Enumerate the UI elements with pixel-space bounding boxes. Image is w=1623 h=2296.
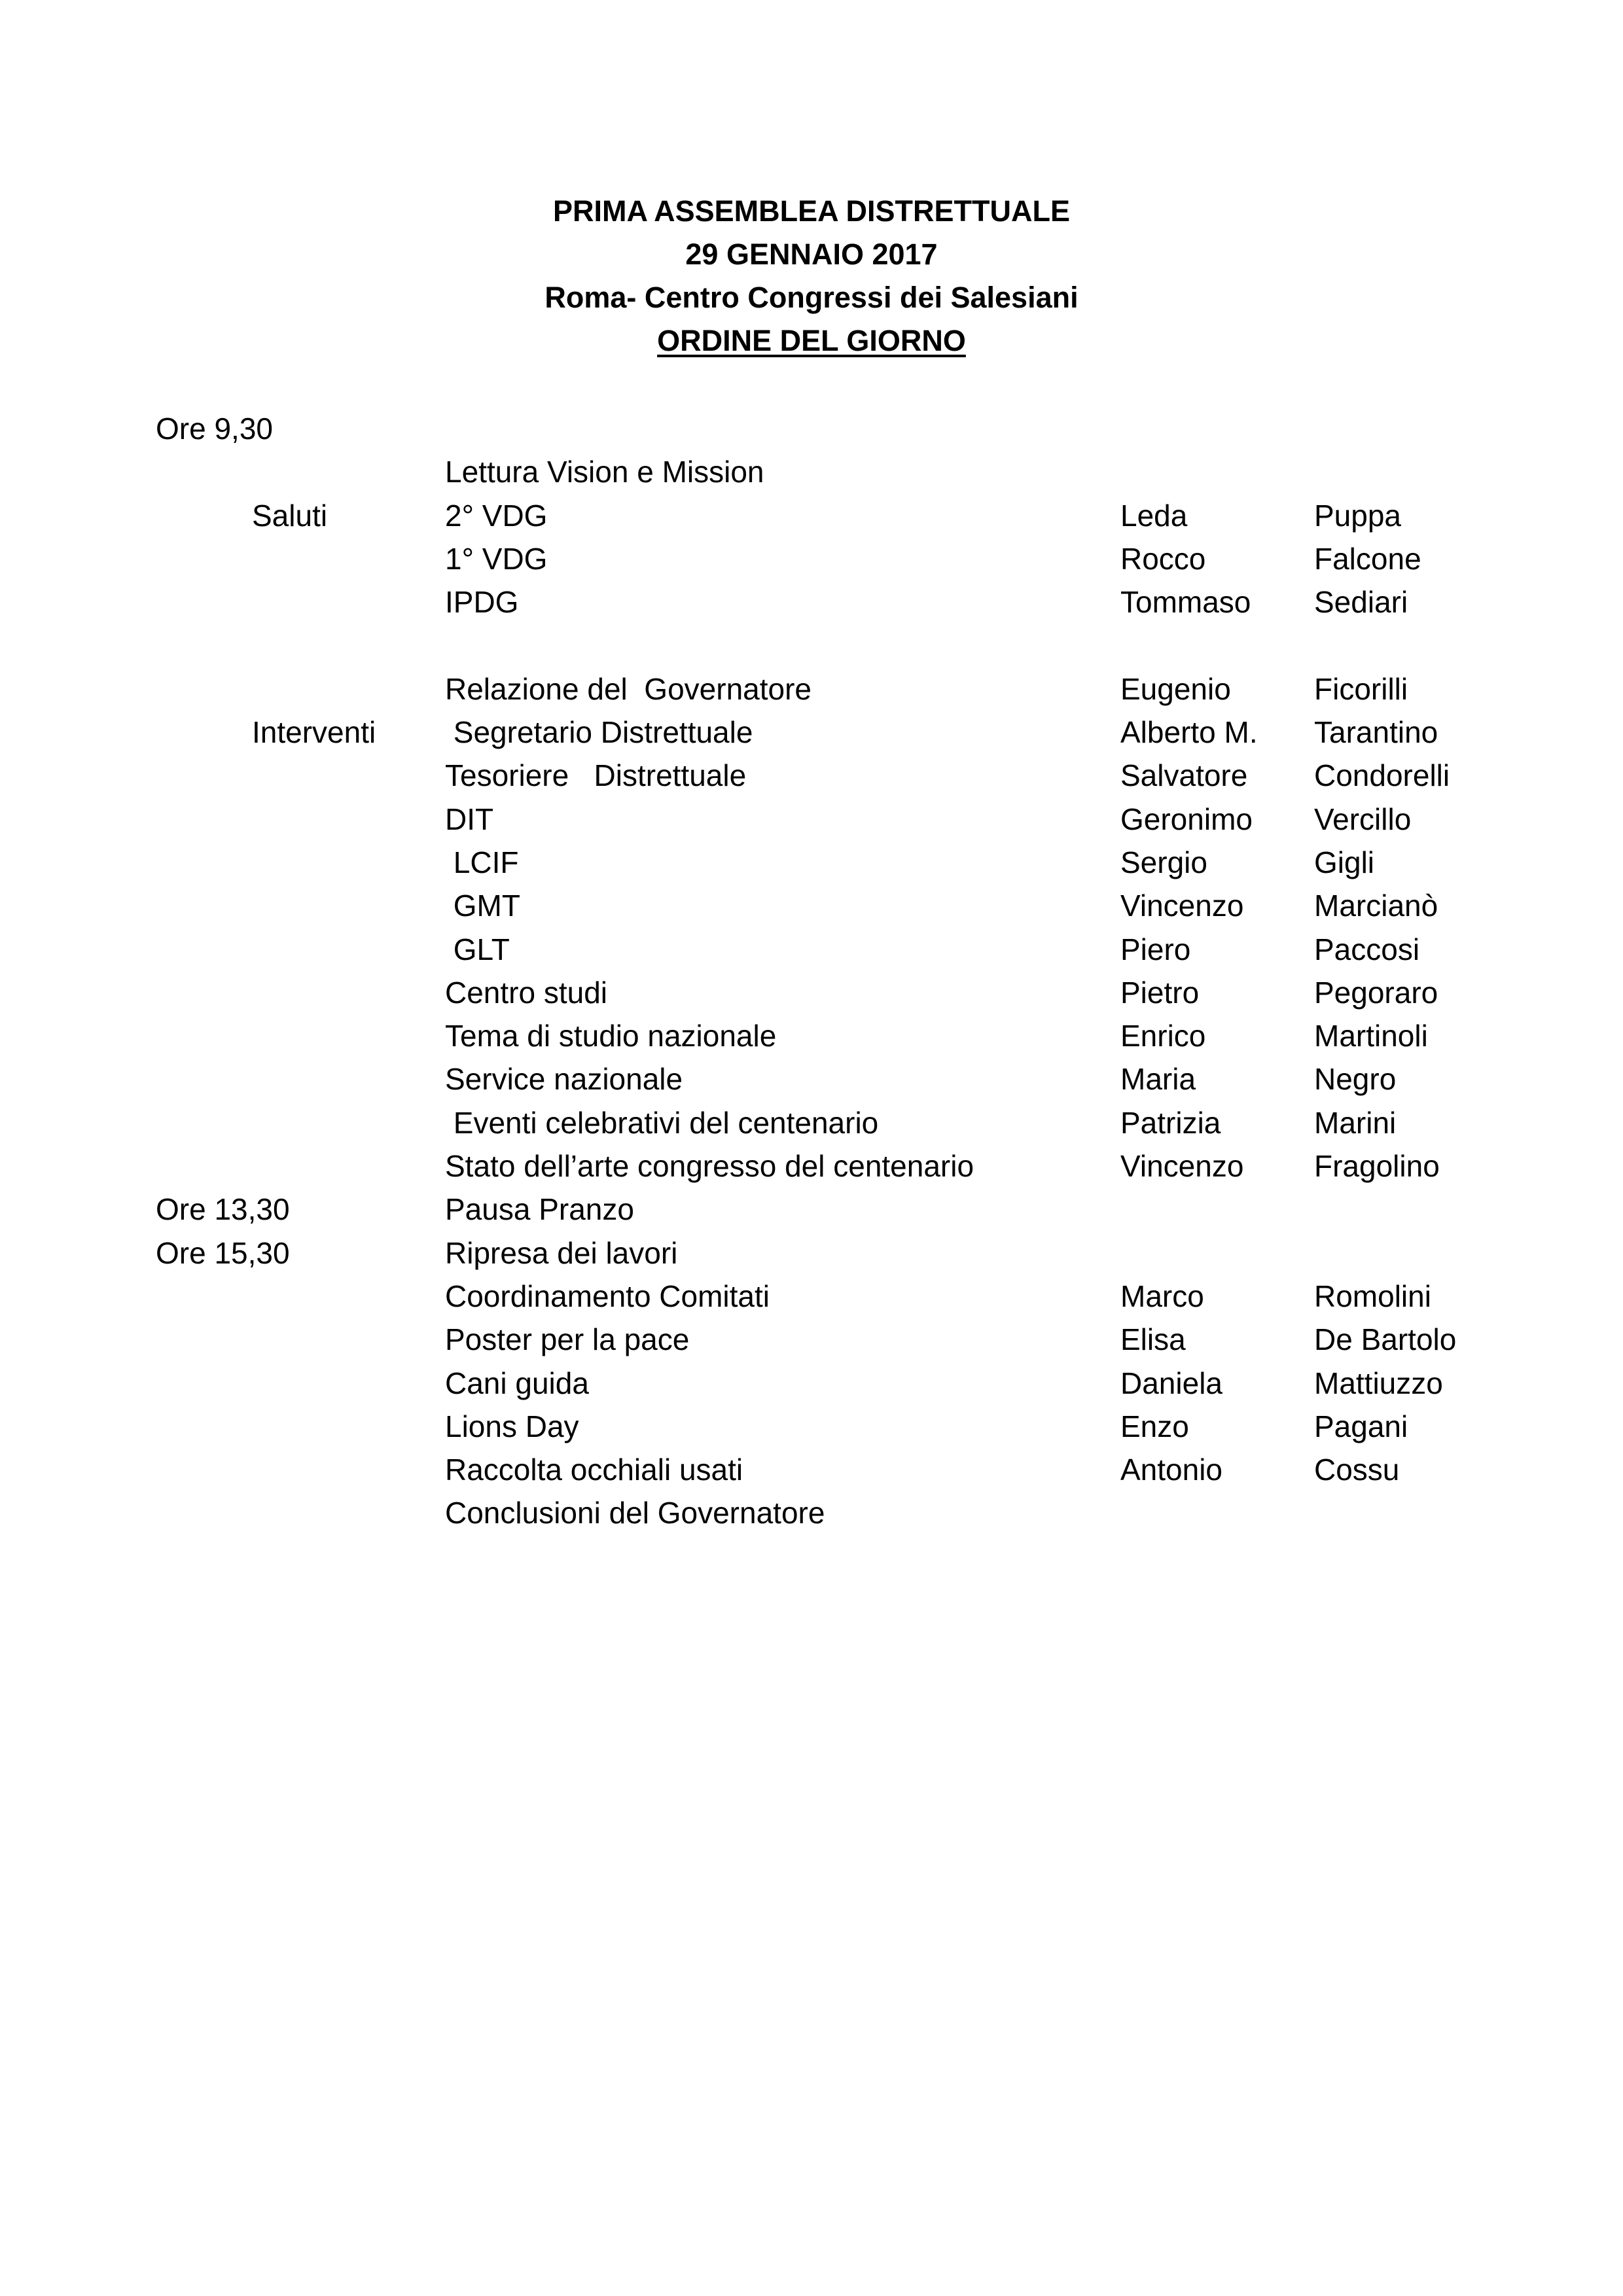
agenda-row bbox=[0, 971, 1623, 1014]
agenda-item: Eventi celebrativi del centenario bbox=[445, 1105, 879, 1140]
agenda-row bbox=[0, 711, 1623, 754]
speaker-last-name: Negro bbox=[1314, 1062, 1397, 1097]
speaker-first-name: Enrico bbox=[1120, 1019, 1206, 1053]
agenda-item: 2° VDG bbox=[445, 498, 548, 533]
agenda-time: Ore 9,30 bbox=[156, 412, 273, 446]
document-header bbox=[0, 190, 1623, 362]
agenda-row bbox=[0, 1362, 1623, 1405]
speaker-last-name: Cossu bbox=[1314, 1453, 1400, 1487]
speaker-first-name: Leda bbox=[1120, 498, 1188, 533]
agenda-row bbox=[0, 624, 1623, 667]
agenda-row bbox=[0, 1491, 1623, 1534]
agenda-item: Lions Day bbox=[445, 1409, 579, 1443]
agenda-row bbox=[0, 1101, 1623, 1144]
speaker-first-name: Patrizia bbox=[1120, 1105, 1221, 1140]
agenda-item: Pausa Pranzo bbox=[445, 1192, 634, 1227]
agenda-section: Saluti bbox=[252, 498, 328, 533]
speaker-last-name: Sediari bbox=[1314, 585, 1408, 620]
agenda-section: Interventi bbox=[252, 715, 376, 750]
agenda-item: Relazione del Governatore bbox=[445, 671, 812, 706]
agenda-time: Ore 13,30 bbox=[156, 1192, 290, 1227]
agenda-item: 1° VDG bbox=[445, 541, 548, 576]
assembly-location: Roma- Centro Congressi dei Salesiani bbox=[544, 281, 1079, 314]
speaker-first-name: Antonio bbox=[1120, 1453, 1223, 1487]
speaker-last-name: Marcianò bbox=[1314, 889, 1438, 923]
agenda-time: Ore 15,30 bbox=[156, 1235, 290, 1270]
agenda-row bbox=[0, 841, 1623, 884]
agenda-item: Poster per la pace bbox=[445, 1322, 690, 1357]
agenda-item: Tema di studio nazionale bbox=[445, 1019, 777, 1053]
speaker-last-name: Condorelli bbox=[1314, 758, 1450, 793]
speaker-last-name: Paccosi bbox=[1314, 932, 1420, 966]
agenda-row bbox=[0, 798, 1623, 841]
agenda-item: DIT bbox=[445, 802, 494, 836]
agenda-row bbox=[0, 407, 1623, 450]
agenda-heading: ORDINE DEL GIORNO bbox=[657, 324, 966, 357]
speaker-first-name: Eugenio bbox=[1120, 671, 1231, 706]
speaker-first-name: Geronimo bbox=[1120, 802, 1253, 836]
speaker-last-name: Fragolino bbox=[1314, 1149, 1440, 1184]
speaker-last-name: Pagani bbox=[1314, 1409, 1408, 1443]
agenda-item: Ripresa dei lavori bbox=[445, 1235, 678, 1270]
agenda-item: Segretario Distrettuale bbox=[445, 715, 753, 750]
agenda-row bbox=[0, 1318, 1623, 1361]
agenda-row bbox=[0, 1057, 1623, 1101]
assembly-title: PRIMA ASSEMBLEA DISTRETTUALE bbox=[552, 194, 1070, 228]
speaker-last-name: De Bartolo bbox=[1314, 1322, 1457, 1357]
speaker-last-name: Ficorilli bbox=[1314, 671, 1408, 706]
speaker-first-name: Sergio bbox=[1120, 845, 1207, 879]
speaker-last-name: Falcone bbox=[1314, 541, 1421, 576]
agenda-row bbox=[0, 494, 1623, 537]
speaker-last-name: Romolini bbox=[1314, 1279, 1431, 1313]
agenda-row bbox=[0, 667, 1623, 711]
speaker-first-name: Vincenzo bbox=[1120, 1149, 1244, 1184]
speaker-first-name: Daniela bbox=[1120, 1366, 1222, 1400]
agenda-item: Conclusioni del Governatore bbox=[445, 1496, 825, 1530]
speaker-first-name: Elisa bbox=[1120, 1322, 1186, 1357]
agenda-item: GMT bbox=[445, 889, 520, 923]
agenda-item: GLT bbox=[445, 932, 510, 966]
speaker-last-name: Mattiuzzo bbox=[1314, 1366, 1443, 1400]
speaker-last-name: Marini bbox=[1314, 1105, 1397, 1140]
agenda-row bbox=[0, 1144, 1623, 1188]
agenda-item: Centro studi bbox=[445, 975, 608, 1010]
agenda-row bbox=[0, 450, 1623, 493]
speaker-first-name: Maria bbox=[1120, 1062, 1196, 1097]
agenda-row bbox=[0, 1275, 1623, 1318]
speaker-first-name: Rocco bbox=[1120, 541, 1206, 576]
agenda-row bbox=[0, 1405, 1623, 1448]
agenda-item: Raccolta occhiali usati bbox=[445, 1453, 743, 1487]
speaker-last-name: Martinoli bbox=[1314, 1019, 1428, 1053]
agenda-row bbox=[0, 1448, 1623, 1491]
assembly-date: 29 GENNAIO 2017 bbox=[685, 238, 938, 271]
speaker-first-name: Tommaso bbox=[1120, 585, 1251, 620]
agenda-row bbox=[0, 1014, 1623, 1057]
speaker-last-name: Tarantino bbox=[1314, 715, 1438, 750]
speaker-last-name: Vercillo bbox=[1314, 802, 1412, 836]
speaker-first-name: Salvatore bbox=[1120, 758, 1248, 793]
agenda-item: Stato dell’arte congresso del centenario bbox=[445, 1149, 974, 1184]
agenda-item: Tesoriere Distrettuale bbox=[445, 758, 747, 793]
agenda-row bbox=[0, 754, 1623, 797]
agenda-item: Service nazionale bbox=[445, 1062, 683, 1097]
speaker-first-name: Enzo bbox=[1120, 1409, 1189, 1443]
agenda-row bbox=[0, 884, 1623, 927]
speaker-last-name: Pegoraro bbox=[1314, 975, 1438, 1010]
agenda-item: IPDG bbox=[445, 585, 519, 620]
agenda-item: Lettura Vision e Mission bbox=[445, 455, 764, 489]
agenda-row bbox=[0, 580, 1623, 624]
speaker-last-name: Puppa bbox=[1314, 498, 1402, 533]
speaker-first-name: Marco bbox=[1120, 1279, 1204, 1313]
agenda-row bbox=[0, 537, 1623, 580]
speaker-first-name: Alberto M. bbox=[1120, 715, 1258, 750]
agenda-table bbox=[0, 407, 1623, 1535]
agenda-row bbox=[0, 1188, 1623, 1231]
agenda-item: Coordinamento Comitati bbox=[445, 1279, 770, 1313]
agenda-item: Cani guida bbox=[445, 1366, 589, 1400]
agenda-row bbox=[0, 928, 1623, 971]
agenda-row bbox=[0, 1231, 1623, 1275]
speaker-first-name: Piero bbox=[1120, 932, 1191, 966]
speaker-last-name: Gigli bbox=[1314, 845, 1375, 879]
speaker-first-name: Pietro bbox=[1120, 975, 1200, 1010]
speaker-first-name: Vincenzo bbox=[1120, 889, 1244, 923]
agenda-item: LCIF bbox=[445, 845, 519, 879]
